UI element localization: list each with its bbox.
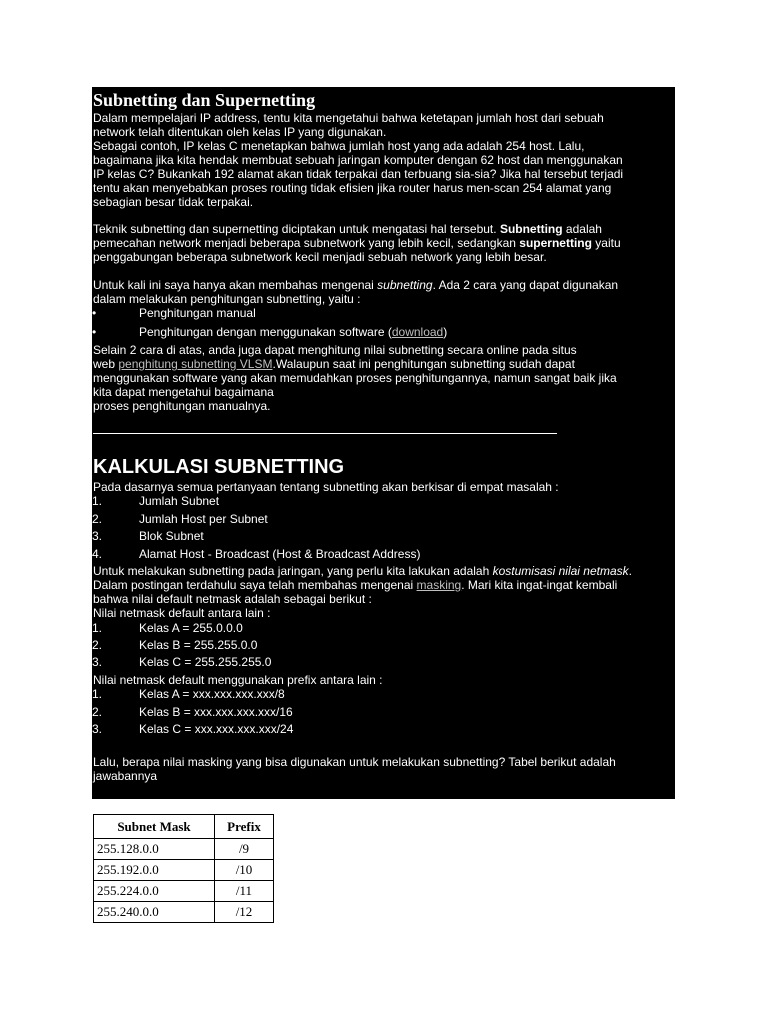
paragraph-line: proses penghitungan manualnya. (93, 399, 271, 413)
paragraph-line: sebagian besar tidak terpakai. (93, 195, 254, 209)
paragraph-line: dalam melakukan penghitungan subnetting, yaitu : (93, 292, 361, 306)
subnet-mask-cell: 255.192.0.0 (94, 860, 215, 881)
paragraph-line: Dalam postingan terdahulu saya telah membahas mengenai masking. Mari kita ingat-ingat kembali (93, 578, 618, 592)
horizontal-divider (93, 433, 557, 434)
masking-link[interactable]: masking (416, 578, 462, 592)
table-header-row (94, 815, 274, 839)
paragraph-line: Sebagai contoh, IP kelas C menetapkan bahwa jumlah host yang ada adalah 254 host. Lalu, (93, 139, 585, 153)
paragraph-line: Selain 2 cara di atas, anda juga dapat menghitung nilai subnetting secara online pada situs (93, 343, 577, 357)
paragraph-line: Teknik subnetting dan supernetting diciptakan untuk mengatasi hal tersebut. Subnetting adalah (93, 222, 602, 236)
paragraph-line: Lalu, berapa nilai masking yang bisa digunakan untuk melakukan subnetting? Tabel berikut adalah (93, 755, 616, 769)
section-heading: KALKULASI SUBNETTING (93, 456, 345, 478)
column-header-prefix: Prefix (215, 815, 274, 839)
table-row (94, 881, 274, 902)
subnet-mask-cell: 255.224.0.0 (94, 881, 215, 902)
subnet-prefix-table (93, 814, 274, 923)
subnet-mask-cell: 255.128.0.0 (94, 839, 215, 860)
bullet-icon: • (92, 325, 97, 339)
paragraph-line: Untuk kali ini saya hanya akan membahas mengenai subnetting. Ada 2 cara yang dapat digunakan (93, 278, 619, 292)
table-row (94, 839, 274, 860)
paragraph-line: Nilai netmask default menggunakan prefix antara lain : (93, 673, 383, 687)
download-link[interactable]: download (391, 325, 444, 339)
article-body: Subnetting dan Supernetting Dalam mempelajari IP address, tentu kita mengetahui bahwa ketetapan jumlah host dari sebuah network telah ditentukan oleh kelas IP yang digunakan. Sebagai contoh, IP kelas C menetapkan bahwa jumlah host yang ada adalah 254 host. Lalu, bagaimana jika kita hendak membuat sebuah jaringan komputer dengan 62 host dan menggunakan IP kelas C? Bukankah 192 alamat akan tidak terpakai dan terbuang sia-sia? Jika hal tersebut terjadi tentu akan menyebabkan proses routing tidak efisien jika router harus men-scan 254 alamat yang sebagian besar tidak terpakai. Teknik subnetting dan supernetting diciptakan untuk mengatasi hal tersebut. Subnetting adalah pemecahan network menjadi beberapa subnetwork yang lebih kecil, sedangkan supernetting yaitu penggabungan beberapa subnetwork kecil menjadi sebuah network yang lebih besar. Untuk kali ini saya hanya akan membahas mengenai subnetting. Ada 2 cara yang dapat digunakan dalam melakukan penghitungan subnetting, yaitu : • Penghitungan manual • Penghitungan dengan menggunakan software (download) Selain 2 cara di atas, anda juga dapat menghitung nilai subnetting secara online pada situs web penghitung subnetting VLSM.Walaupun saat ini penghitungan subnetting sudah dapat menggunakan software yang akan memudahkan proses penghitungannya, namun sangat baik jika kita dapat mengetahui bagaimana proses penghitungan manualnya. KALKULASI SUBNETTING Pada dasarnya semua pertanyaan tentang subnetting akan berkisar di empat masalah : 1. Jumlah Subnet 2. Jumlah Host per Subnet 3. Blok Subnet 4. Alamat Host - Broadcast (Host & Broadcast Address) Untuk melakukan subnetting pada jaringan, yang perlu kita lakukan adalah kostumisasi nilai netmask. Dalam postingan terdahulu saya telah membahas mengenai masking. Mari kita ingat-ingat kembali bahwa nilai default netmask adalah sebagai berikut : Nilai netmask default antara lain : 1. Kelas A = 255.0.0.0 2. Kelas B = 255.255.0.0 3. Kelas C = 255.255.255.0 Nilai netmask default menggunakan prefix antara lain : 1. Kelas A = xxx.xxx.xxx.xxx/8 2. Kelas B = xxx.xxx.xxx.xxx/16 3. Kelas C = xxx.xxx.xxx.xxx/24 Lalu, berapa nilai masking yang bisa digunakan untuk melakukan subnetting? Tabel berikut adalah jawabannya (92, 87, 675, 799)
paragraph-line: IP kelas C? Bukankah 192 alamat akan tidak terpakai dan terbuang sia-sia? Jika hal tersebut terjadi (93, 167, 624, 181)
column-header-subnet-mask: Subnet Mask (94, 815, 215, 839)
paragraph-line: pemecahan network menjadi beberapa subnetwork yang lebih kecil, sedangkan supernetting yaitu (93, 236, 621, 250)
table-row (94, 902, 274, 923)
paragraph-line: web penghitung subnetting VLSM.Walaupun saat ini penghitungan subnetting sudah dapat (93, 357, 575, 371)
subnet-mask-cell: 255.240.0.0 (94, 902, 215, 923)
vlsm-calculator-link[interactable]: penghitung subnetting VLSM (118, 357, 273, 371)
paragraph-line: Dalam mempelajari IP address, tentu kita mengetahui bahwa ketetapan jumlah host dari sebuah (93, 111, 604, 125)
bullet-icon: • (92, 306, 97, 320)
prefix-cell: /9 (215, 839, 274, 860)
prefix-cell: /12 (215, 902, 274, 923)
paragraph-line: Untuk melakukan subnetting pada jaringan, yang perlu kita lakukan adalah kostumisasi nilai netmask. (93, 564, 633, 578)
paragraph-line: tentu akan menyebabkan proses routing tidak efisien jika router harus men-scan 254 alamat yang (93, 181, 612, 195)
paragraph-line: jawabannya (93, 769, 158, 783)
paragraph-line: menggunakan software yang akan memudahkan proses penghitungannya, namun sangat baik jika (93, 371, 617, 385)
paragraph-line: bahwa nilai default netmask adalah sebagai berikut : (93, 592, 372, 606)
prefix-cell: /11 (215, 881, 274, 902)
paragraph-line: Nilai netmask default antara lain : (93, 606, 271, 620)
paragraph-line: network telah ditentukan oleh kelas IP yang digunakan. (93, 125, 387, 139)
paragraph-line: bagaimana jika kita hendak membuat sebuah jaringan komputer dengan 62 host dan menggunakan (93, 153, 623, 167)
paragraph-line: penggabungan beberapa subnetwork kecil menjadi sebuah network yang lebih besar. (93, 250, 547, 264)
article-title: Subnetting dan Supernetting (93, 90, 316, 110)
prefix-cell: /10 (215, 860, 274, 881)
table-row (94, 860, 274, 881)
paragraph-line: kita dapat mengetahui bagaimana (93, 385, 274, 399)
paragraph-line: Pada dasarnya semua pertanyaan tentang subnetting akan berkisar di empat masalah : (93, 480, 559, 494)
